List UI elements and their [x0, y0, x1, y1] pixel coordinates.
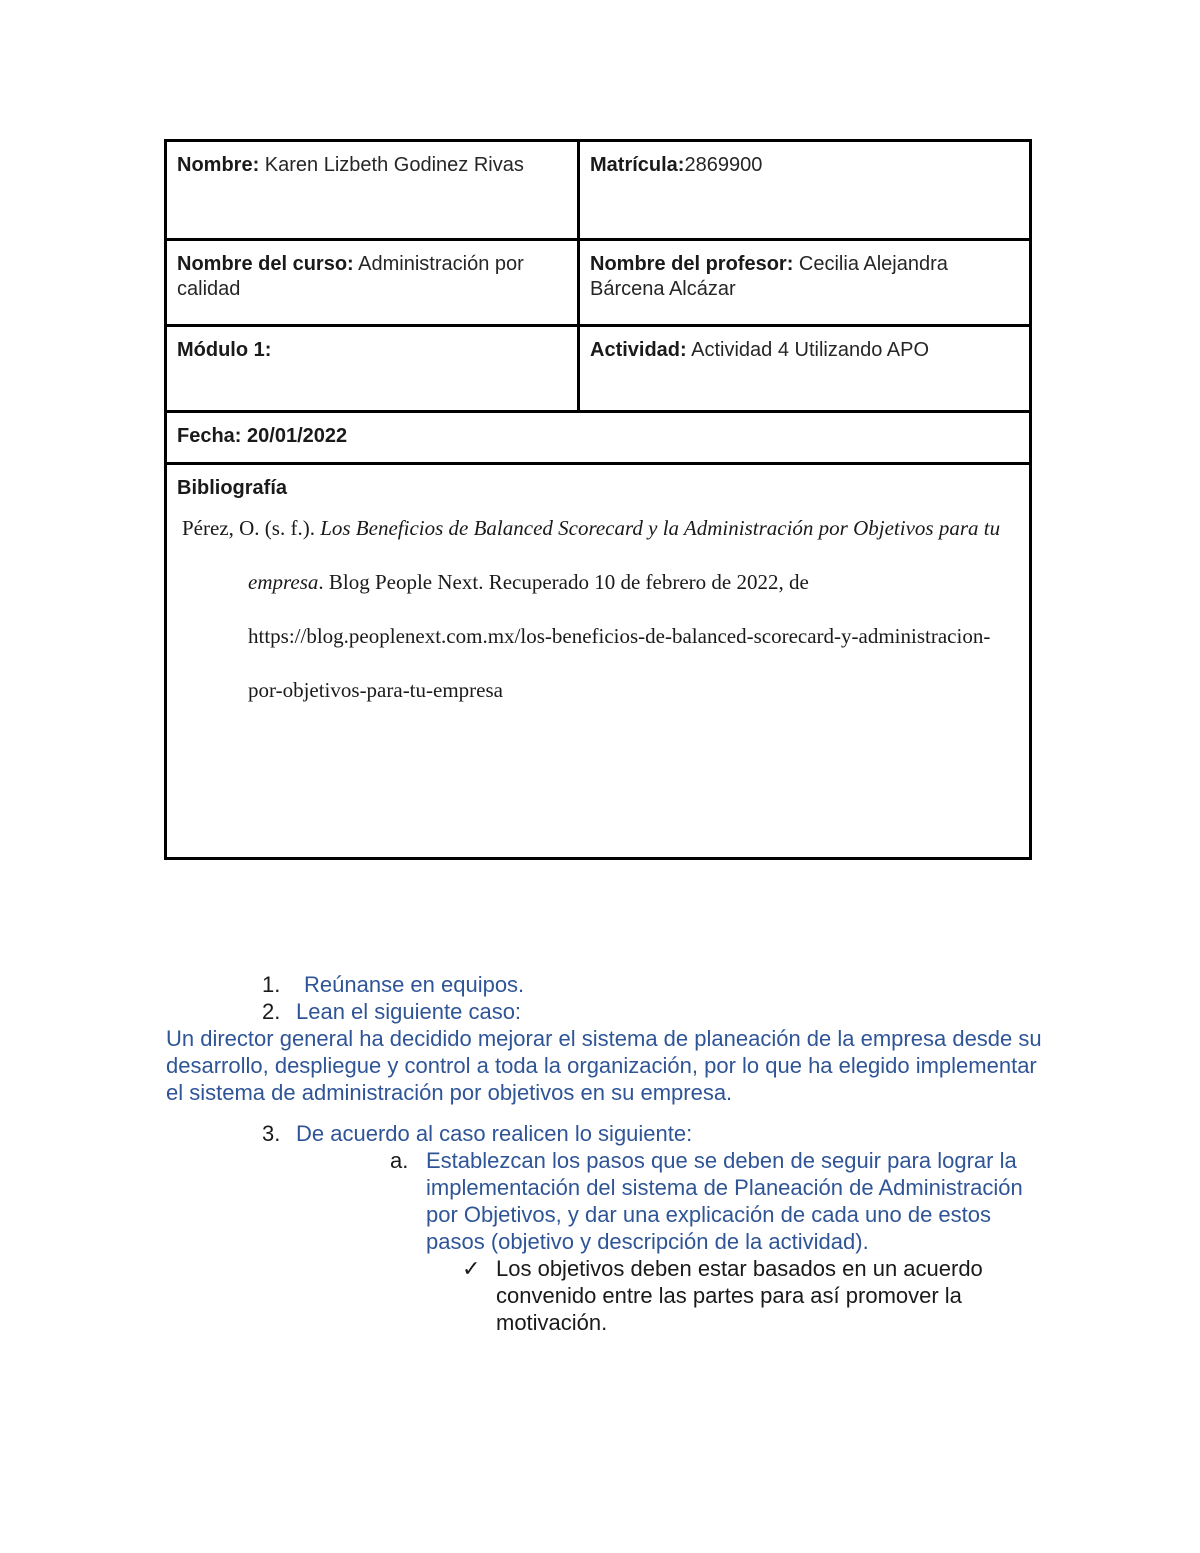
- fecha-label: Fecha: 20/01/2022: [177, 425, 348, 447]
- list-number-2: 2.: [262, 999, 281, 1024]
- matricula-label: Matrícula:: [590, 154, 685, 176]
- modulo-cell: [166, 326, 579, 412]
- profesor-label: Nombre del profesor:: [590, 253, 794, 275]
- answer-item: [166, 1255, 1046, 1336]
- student-info-table: [164, 139, 1032, 860]
- reference-title: Los Beneficios de Balanced Scorecard y la Administración por Objetivos para tu empresa: [248, 516, 1001, 594]
- list-item-3-text: De acuerdo al caso realicen lo siguiente:: [296, 1121, 693, 1146]
- list-letter-a: a.: [390, 1148, 409, 1173]
- actividad-cell: [579, 326, 1031, 412]
- actividad-label: Actividad:: [590, 339, 687, 361]
- list-item-3: [166, 1120, 1046, 1147]
- bibliografia-cell: [166, 464, 1031, 859]
- nombre-label: Nombre:: [177, 154, 260, 176]
- case-paragraph: Un director general ha decidido mejorar el sistema de planeación de la empresa desde su desarrollo, despliegue y control a toda la organización, por lo que ha elegido implementar el sistema de administración por objetivos en su empresa.: [166, 1026, 1042, 1105]
- curso-value: Administración por calidad: [177, 253, 524, 300]
- profesor-value: Cecilia Alejandra Bárcena Alcázar: [590, 253, 948, 300]
- curso-label: Nombre del curso:: [177, 253, 354, 275]
- reference-author: Pérez, O. (s. f.).: [182, 516, 321, 540]
- curso-cell: [166, 240, 579, 326]
- nombre-cell: [166, 141, 579, 240]
- list-item-1: [166, 971, 1046, 998]
- instructions-section: [166, 971, 1046, 1336]
- list-item-1-text: Reúnanse en equipos.: [304, 972, 525, 997]
- bibliografia-label: Bibliografía: [177, 477, 288, 499]
- actividad-value: Actividad 4 Utilizando APO: [686, 339, 930, 361]
- reference-source: . Blog People Next. Recuperado 10 de febrero de 2022, de https://blog.peoplenext.com.mx/los-beneficios-de-balanced-scorecard-y-administracion-por-objetivos-para-tu-empresa: [248, 570, 991, 702]
- nombre-value: Karen Lizbeth Godinez Rivas: [259, 154, 524, 176]
- matricula-cell: [579, 141, 1031, 240]
- answer-text: Los objetivos deben estar basados en un acuerdo convenido entre las partes para así promover la motivación.: [496, 1256, 983, 1335]
- matricula-value: 2869900: [684, 154, 763, 176]
- modulo-label: Módulo 1:: [177, 339, 272, 361]
- list-item-2-text: Lean el siguiente caso:: [296, 999, 522, 1024]
- checkmark-icon: ✓: [462, 1256, 481, 1281]
- fecha-cell: [166, 412, 1031, 464]
- list-item-2: [166, 998, 1046, 1025]
- list-number-3: 3.: [262, 1121, 281, 1146]
- profesor-cell: [579, 240, 1031, 326]
- list-item-3a: [166, 1147, 1046, 1255]
- list-item-3a-text: Establezcan los pasos que se deben de seguir para lograr la implementación del sistema de Planeación de Administración por Objetivos, y dar una explicación de cada uno de estos pasos (objetivo y descripción de la actividad).: [426, 1148, 1023, 1254]
- bibliography-reference: [177, 501, 1020, 717]
- list-number-1: 1.: [262, 972, 281, 997]
